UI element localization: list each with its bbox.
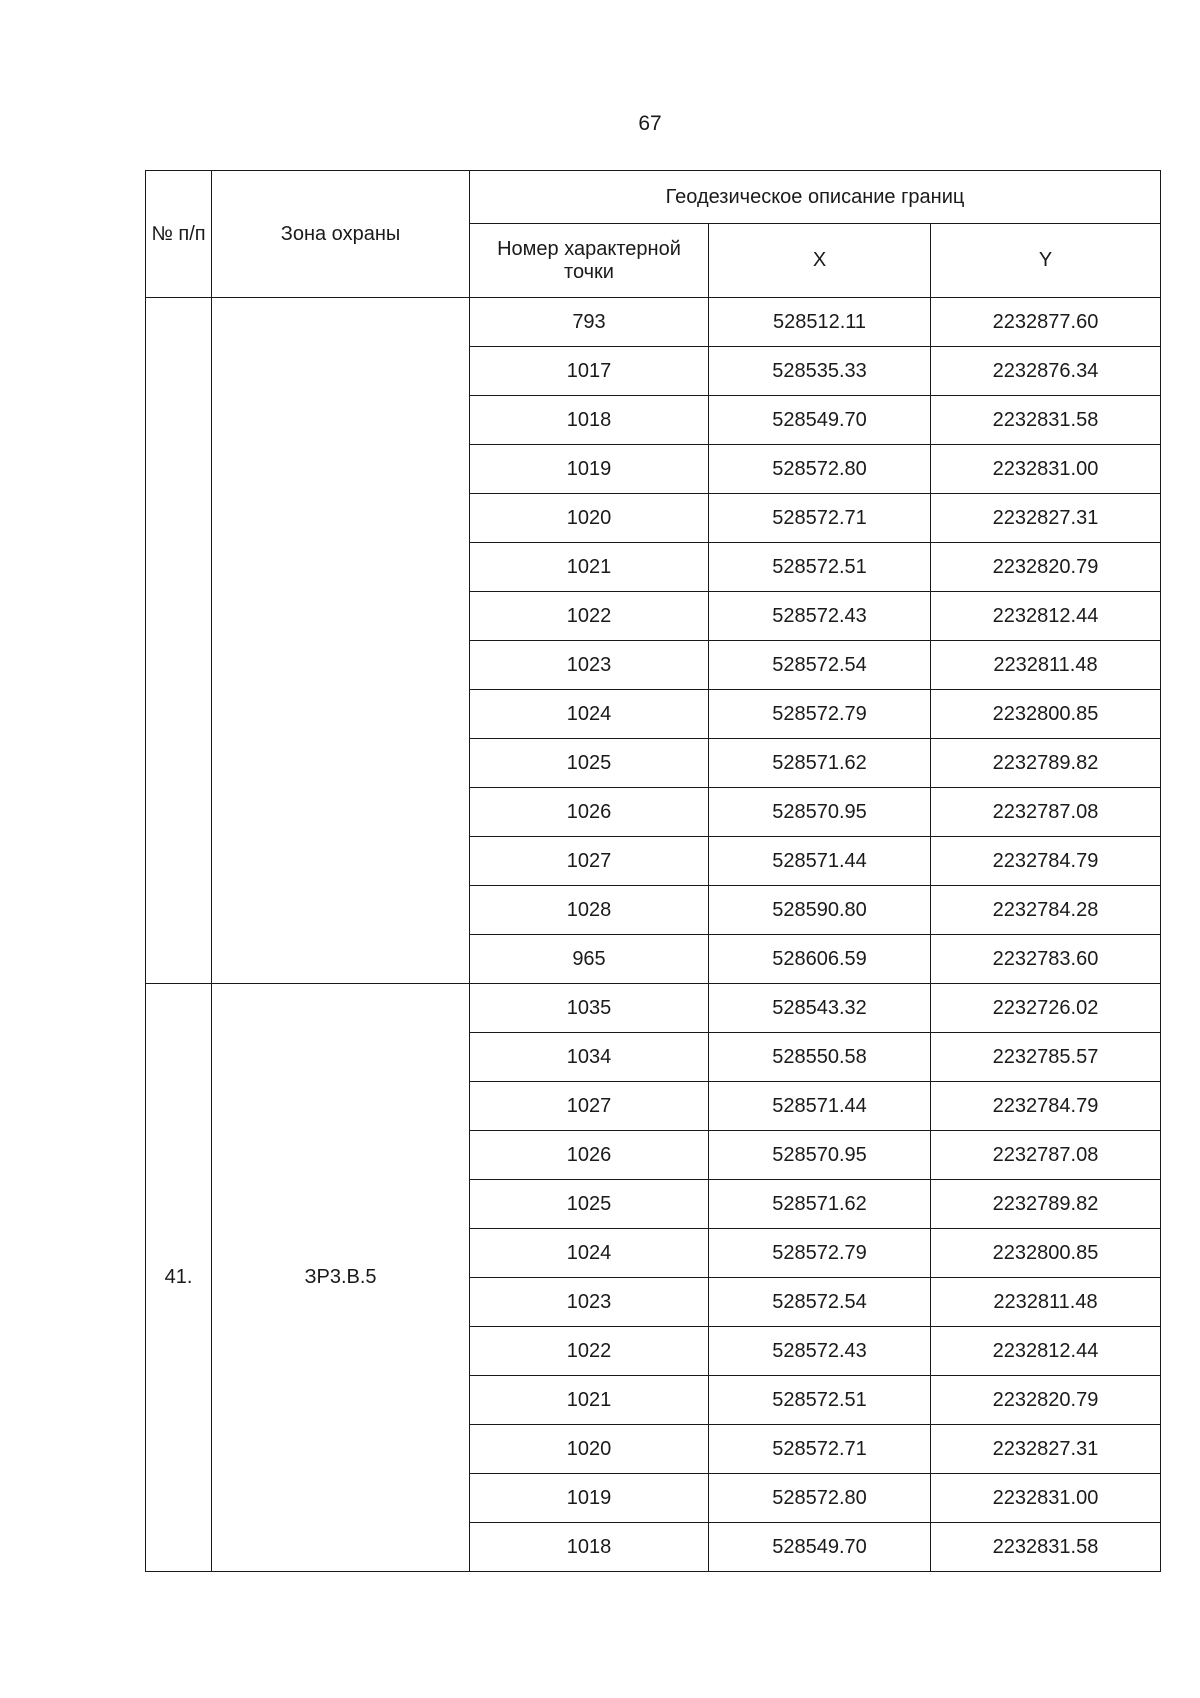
y-coordinate-cell: 2232831.00 [931, 445, 1161, 494]
point-number-cell: 1025 [470, 739, 709, 788]
point-number-cell: 1022 [470, 592, 709, 641]
y-coordinate-cell: 2232827.31 [931, 1425, 1161, 1474]
point-number-cell: 1018 [470, 1523, 709, 1572]
y-coordinate-cell: 2232785.57 [931, 1033, 1161, 1082]
x-coordinate-cell: 528570.95 [709, 1131, 931, 1180]
y-coordinate-cell: 2232811.48 [931, 641, 1161, 690]
point-number-cell: 965 [470, 935, 709, 984]
y-coordinate-cell: 2232783.60 [931, 935, 1161, 984]
point-number-cell: 1020 [470, 494, 709, 543]
point-number-cell: 1027 [470, 1082, 709, 1131]
y-coordinate-cell: 2232827.31 [931, 494, 1161, 543]
table-body [146, 298, 1161, 1572]
header-x: X [709, 224, 931, 298]
point-number-cell: 1017 [470, 347, 709, 396]
x-coordinate-cell: 528572.54 [709, 641, 931, 690]
point-number-cell: 1026 [470, 1131, 709, 1180]
y-coordinate-cell: 2232789.82 [931, 1180, 1161, 1229]
y-coordinate-cell: 2232787.08 [931, 788, 1161, 837]
y-coordinate-cell: 2232789.82 [931, 739, 1161, 788]
x-coordinate-cell: 528543.32 [709, 984, 931, 1033]
point-number-cell: 1028 [470, 886, 709, 935]
x-coordinate-cell: 528572.51 [709, 543, 931, 592]
point-number-cell: 1021 [470, 543, 709, 592]
x-coordinate-cell: 528571.44 [709, 1082, 931, 1131]
point-number-cell: 1035 [470, 984, 709, 1033]
x-coordinate-cell: 528535.33 [709, 347, 931, 396]
point-number-cell: 1018 [470, 396, 709, 445]
x-coordinate-cell: 528606.59 [709, 935, 931, 984]
y-coordinate-cell: 2232831.00 [931, 1474, 1161, 1523]
y-coordinate-cell: 2232876.34 [931, 347, 1161, 396]
x-coordinate-cell: 528572.54 [709, 1278, 931, 1327]
geodetic-boundary-table [145, 170, 1161, 1572]
y-coordinate-cell: 2232831.58 [931, 1523, 1161, 1572]
x-coordinate-cell: 528550.58 [709, 1033, 931, 1082]
x-coordinate-cell: 528549.70 [709, 396, 931, 445]
table-row [146, 298, 1161, 347]
x-coordinate-cell: 528572.43 [709, 1327, 931, 1376]
x-coordinate-cell: 528572.79 [709, 1229, 931, 1278]
x-coordinate-cell: 528572.43 [709, 592, 931, 641]
x-coordinate-cell: 528572.79 [709, 690, 931, 739]
x-coordinate-cell: 528572.51 [709, 1376, 931, 1425]
y-coordinate-cell: 2232877.60 [931, 298, 1161, 347]
point-number-cell: 1019 [470, 445, 709, 494]
point-number-cell: 1026 [470, 788, 709, 837]
header-y: Y [931, 224, 1161, 298]
point-number-cell: 1025 [470, 1180, 709, 1229]
row-number-cell: 41. [146, 984, 212, 1572]
y-coordinate-cell: 2232811.48 [931, 1278, 1161, 1327]
y-coordinate-cell: 2232787.08 [931, 1131, 1161, 1180]
point-number-cell: 1027 [470, 837, 709, 886]
x-coordinate-cell: 528512.11 [709, 298, 931, 347]
y-coordinate-cell: 2232726.02 [931, 984, 1161, 1033]
y-coordinate-cell: 2232831.58 [931, 396, 1161, 445]
point-number-cell: 1021 [470, 1376, 709, 1425]
x-coordinate-cell: 528572.80 [709, 1474, 931, 1523]
y-coordinate-cell: 2232812.44 [931, 1327, 1161, 1376]
point-number-cell: 1024 [470, 1229, 709, 1278]
table-header [146, 171, 1161, 298]
y-coordinate-cell: 2232800.85 [931, 690, 1161, 739]
x-coordinate-cell: 528549.70 [709, 1523, 931, 1572]
protection-zone-cell [212, 298, 470, 984]
point-number-cell: 1024 [470, 690, 709, 739]
protection-zone-cell: ЗР3.В.5 [212, 984, 470, 1572]
x-coordinate-cell: 528572.71 [709, 1425, 931, 1474]
x-coordinate-cell: 528590.80 [709, 886, 931, 935]
y-coordinate-cell: 2232820.79 [931, 543, 1161, 592]
header-geodetic-description: Геодезическое описание границ [470, 171, 1161, 224]
point-number-cell: 1022 [470, 1327, 709, 1376]
y-coordinate-cell: 2232784.28 [931, 886, 1161, 935]
y-coordinate-cell: 2232812.44 [931, 592, 1161, 641]
header-row-number: № п/п [146, 171, 212, 298]
x-coordinate-cell: 528570.95 [709, 788, 931, 837]
row-number-cell [146, 298, 212, 984]
x-coordinate-cell: 528571.44 [709, 837, 931, 886]
y-coordinate-cell: 2232784.79 [931, 837, 1161, 886]
header-point-number: Номер характерной точки [470, 224, 709, 298]
y-coordinate-cell: 2232784.79 [931, 1082, 1161, 1131]
x-coordinate-cell: 528571.62 [709, 739, 931, 788]
table-row [146, 984, 1161, 1033]
point-number-cell: 1023 [470, 1278, 709, 1327]
y-coordinate-cell: 2232800.85 [931, 1229, 1161, 1278]
x-coordinate-cell: 528572.80 [709, 445, 931, 494]
point-number-cell: 1034 [470, 1033, 709, 1082]
header-protection-zone: Зона охраны [212, 171, 470, 298]
point-number-cell: 793 [470, 298, 709, 347]
x-coordinate-cell: 528572.71 [709, 494, 931, 543]
point-number-cell: 1020 [470, 1425, 709, 1474]
page-number: 67 [638, 112, 662, 135]
point-number-cell: 1023 [470, 641, 709, 690]
y-coordinate-cell: 2232820.79 [931, 1376, 1161, 1425]
x-coordinate-cell: 528571.62 [709, 1180, 931, 1229]
point-number-cell: 1019 [470, 1474, 709, 1523]
